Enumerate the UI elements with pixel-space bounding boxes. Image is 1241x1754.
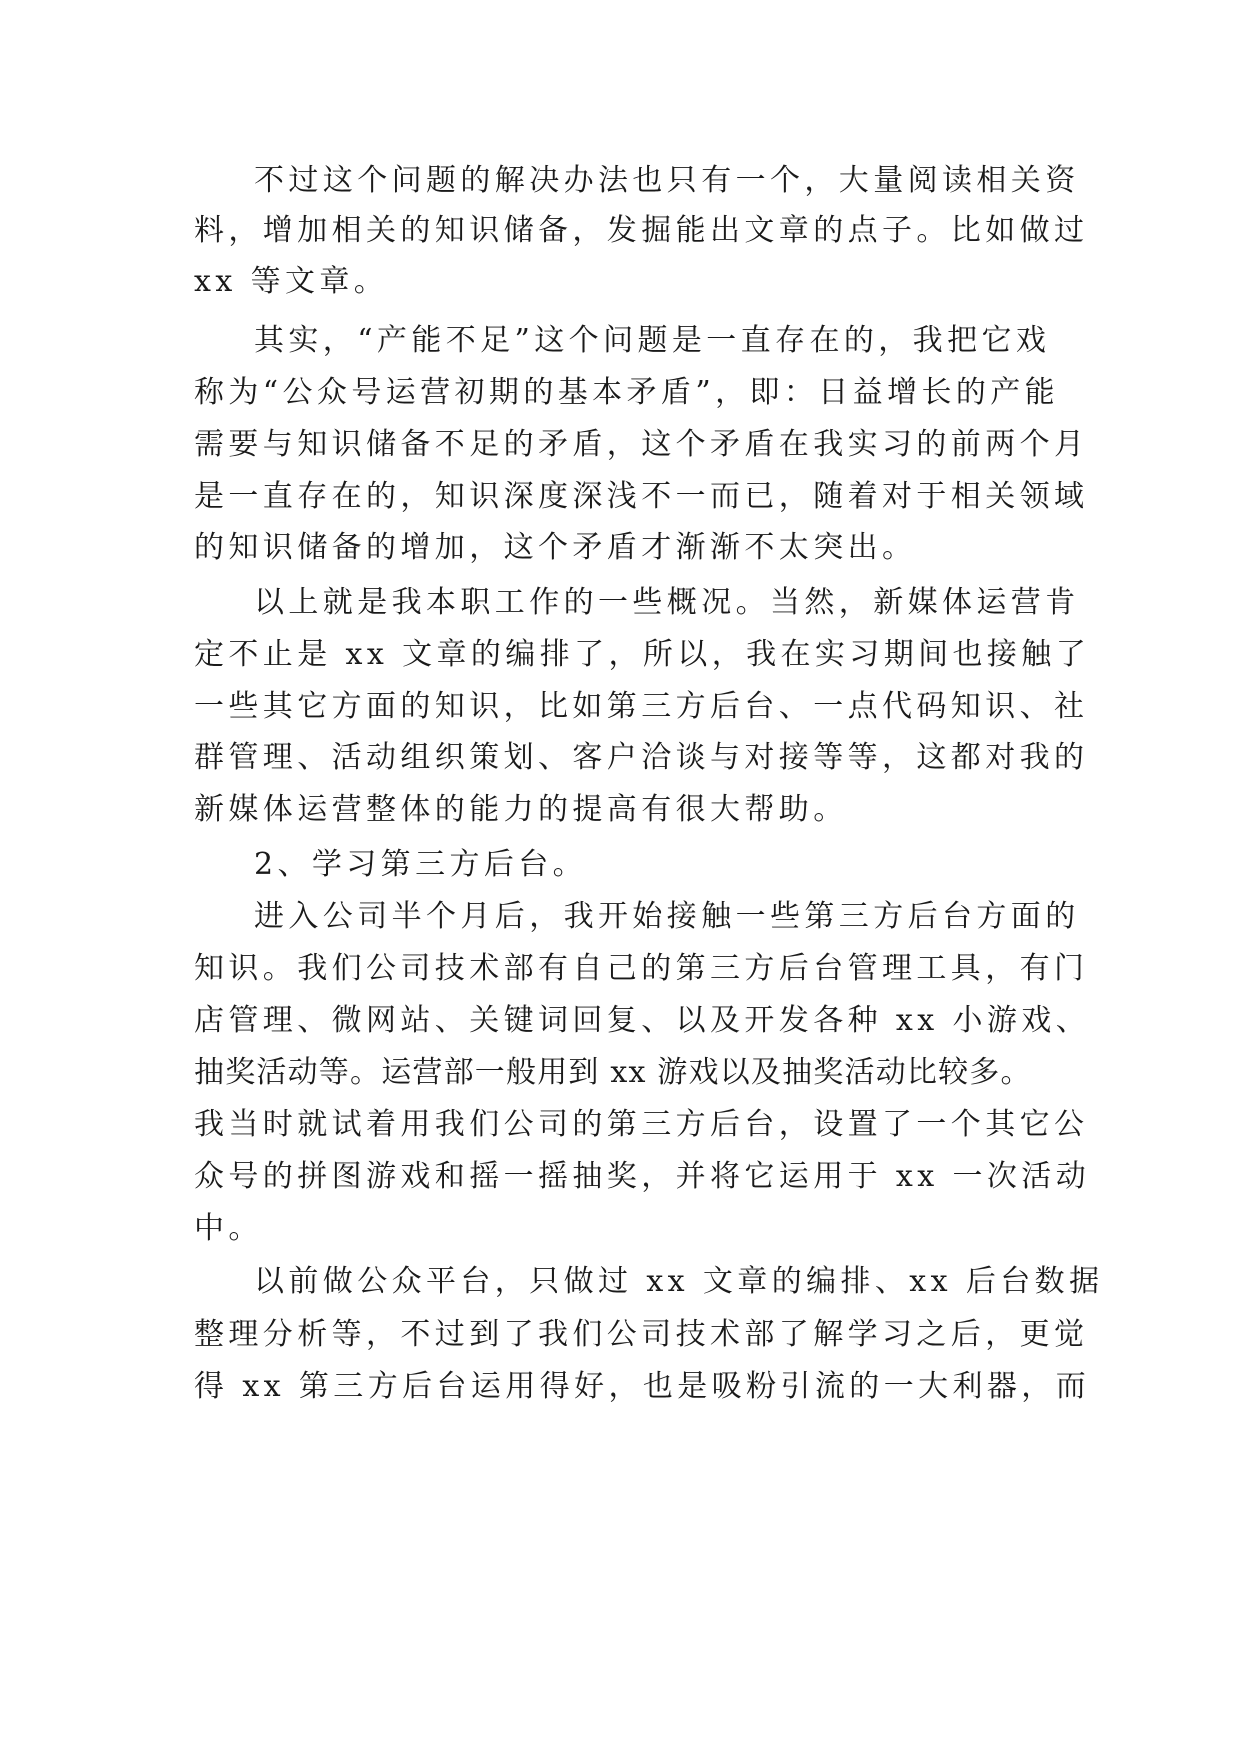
text-line: 进入公司半个月后，我开始接触一些第三方后台方面的 (254, 899, 1080, 934)
text-line: 的知识储备的增加，这个矛盾才渐渐不太突出。 (194, 530, 917, 565)
text-line: 不过这个问题的解决办法也只有一个，大量阅读相关资 (254, 163, 1080, 198)
text-line: 店管理、微网站、关键词回复、以及开发各种 xx 小游戏、 (194, 1003, 1091, 1038)
text-line: 需要与知识储备不足的矛盾，这个矛盾在我实习的前两个月 (194, 427, 1089, 462)
text-line: 以前做公众平台，只做过 xx 文章的编排、xx 后台数据 (254, 1264, 1104, 1299)
text-line: 得 xx 第三方后台运用得好，也是吸粉引流的一大利器，而 (194, 1369, 1091, 1404)
text-line: 定不止是 xx 文章的编排了，所以，我在实习期间也接触了 (194, 637, 1091, 672)
text-line: xx 等文章。 (194, 264, 389, 299)
text-line: 是一直存在的，知识深度深浅不一而已，随着对于相关领域 (194, 479, 1089, 514)
text-line: 知识。我们公司技术部有自己的第三方后台管理工具，有门 (194, 951, 1089, 986)
text-line: 料，增加相关的知识储备，发掘能出文章的点子。比如做过 (194, 213, 1089, 248)
text-line: 其实，“产能不足”这个问题是一直存在的，我把它戏 (254, 323, 1051, 358)
text-line: 我当时就试着用我们公司的第三方后台，设置了一个其它公 (194, 1107, 1089, 1142)
text-line: 称为“公众号运营初期的基本矛盾”，即：日益增长的产能 (194, 375, 1060, 410)
section-heading: 2、学习第三方后台。 (254, 847, 588, 882)
text-line: 新媒体运营整体的能力的提高有很大帮助。 (194, 792, 848, 827)
text-line: 中。 (194, 1211, 263, 1246)
text-line: 众号的拼图游戏和摇一摇抽奖，并将它运用于 xx 一次活动 (194, 1159, 1091, 1194)
text-line: 整理分析等，不过到了我们公司技术部了解学习之后，更觉 (194, 1317, 1089, 1352)
text-line: 抽奖活动等。运营部一般用到 xx 游戏以及抽奖活动比较多。 (194, 1055, 1032, 1090)
text-line: 以上就是我本职工作的一些概况。当然，新媒体运营肯 (254, 585, 1080, 620)
text-line: 一些其它方面的知识，比如第三方后台、一点代码知识、社 (194, 689, 1089, 724)
text-line: 群管理、活动组织策划、客户洽谈与对接等等，这都对我的 (194, 740, 1089, 775)
